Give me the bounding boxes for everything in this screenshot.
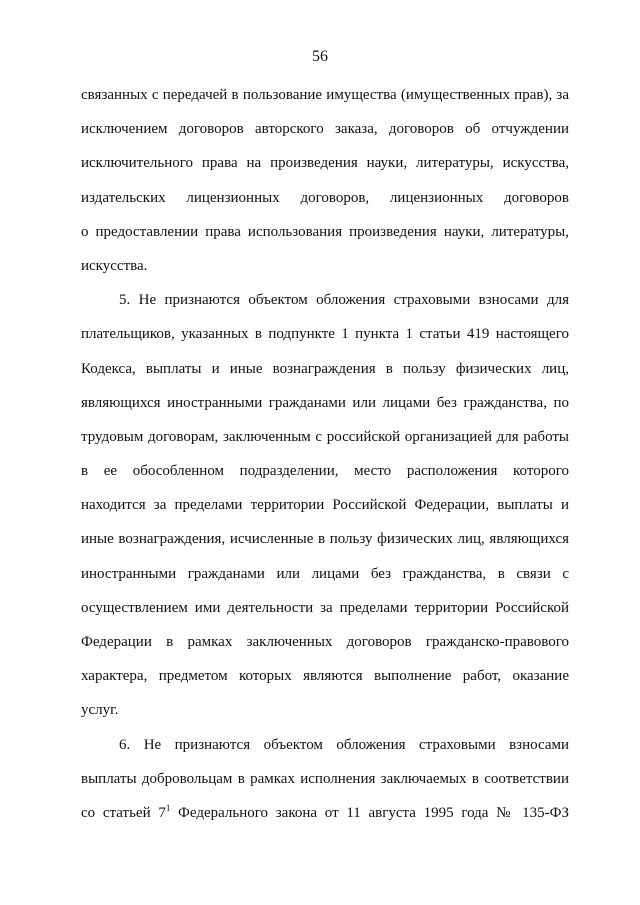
text-line: являющихся иностранными гражданами или лицами без гражданства, по [81, 394, 569, 411]
document-body [81, 78, 569, 830]
text-line: издательских лицензионных договоров, лицензионных договоров [81, 189, 569, 206]
text-line: 6. Не признаются объектом обложения страховыми взносами [119, 736, 569, 753]
text-line: связанных с передачей в пользование имущества (имущественных прав), за [81, 87, 569, 103]
text-line: находится за пределами территории Российской Федерации, выплаты и [81, 497, 569, 514]
text-line: исключением договоров авторского заказа, договоров об отчуждении [81, 121, 569, 138]
text-segment: со статьей 7 [81, 804, 166, 821]
text-line: осуществлением ими деятельности за пределами территории Российской [81, 599, 569, 616]
text-line: Кодекса, выплаты и иные вознаграждения в пользу физических лиц, [81, 360, 569, 377]
text-line: услуг. [81, 702, 119, 719]
page-number: 56 [312, 48, 328, 65]
text-line: иные вознаграждения, исчисленные в пользу физических лиц, являющихся [81, 531, 569, 548]
text-line: характера, предметом которых являются выполнение работ, оказание [81, 668, 569, 685]
text-line: Федерации в рамках заключенных договоров гражданско-правового [81, 634, 569, 650]
text-line: о предоставлении права использования произведения науки, литературы, [81, 223, 569, 240]
text-line: иностранными гражданами или лицами без гражданства, в связи с [81, 565, 569, 582]
text-line: в ее обособленном подразделении, место расположения которого [81, 463, 569, 480]
text-line: выплаты добровольцам в рамках исполнения заключаемых в соответствии [81, 770, 569, 787]
text-line: искусства. [81, 257, 148, 274]
superscript: 1 [165, 802, 171, 813]
text-segment: Федерального закона от 11 августа 1995 года № 135-ФЗ [170, 804, 570, 821]
text-line: плательщиков, указанных в подпункте 1 пункта 1 статьи 419 настоящего [81, 326, 569, 343]
text-line-last [81, 796, 569, 830]
text-line: 5. Не признаются объектом обложения страховыми взносами для [119, 292, 569, 309]
text-line: исключительного права на произведения науки, литературы, искусства, [81, 155, 569, 172]
text-line: трудовым договорам, заключенным с российской организацией для работы [81, 428, 569, 445]
